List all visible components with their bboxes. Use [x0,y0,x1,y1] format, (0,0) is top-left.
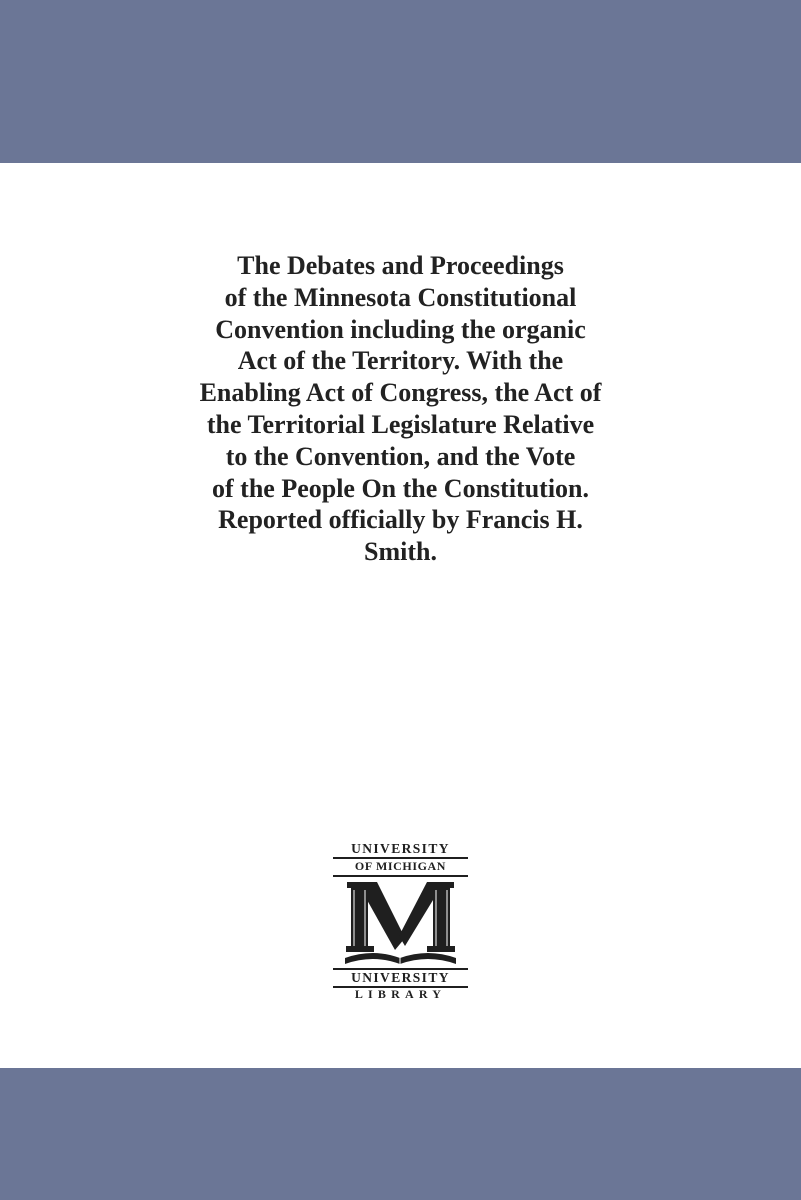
title-line: The Debates and Proceedings [237,251,564,280]
title-line: Reported officially by Francis H. [218,505,583,535]
logo-text-of-michigan: OF MICHIGAN [354,859,447,873]
logo-divider [333,875,468,877]
logo-text-university-lower: UNIVERSITY [351,970,450,985]
title-line: Act of the Territory. With the [237,346,564,376]
logo-text-university: UNIVERSITY [351,841,450,856]
book-title [100,250,701,568]
title-line: Enabling Act of Congress, the Act of [199,378,602,408]
title-line: Convention including the organic [215,314,586,344]
title-line: of the Minnesota Constitutional [224,282,577,312]
top-color-band [0,0,801,163]
title-line: to the Convention, and the Vote [225,441,576,471]
title-line: Smith. [364,537,437,567]
university-of-michigan-library-emblem-icon [343,880,458,966]
logo-text-library: LIBRARY [354,987,447,1001]
title-line: of the People On the Constitution. [212,473,589,503]
title-line: the Territorial Legislature Relative [206,409,595,439]
university-of-michigan-library-logo [333,838,468,1008]
bottom-color-band [0,1068,801,1200]
